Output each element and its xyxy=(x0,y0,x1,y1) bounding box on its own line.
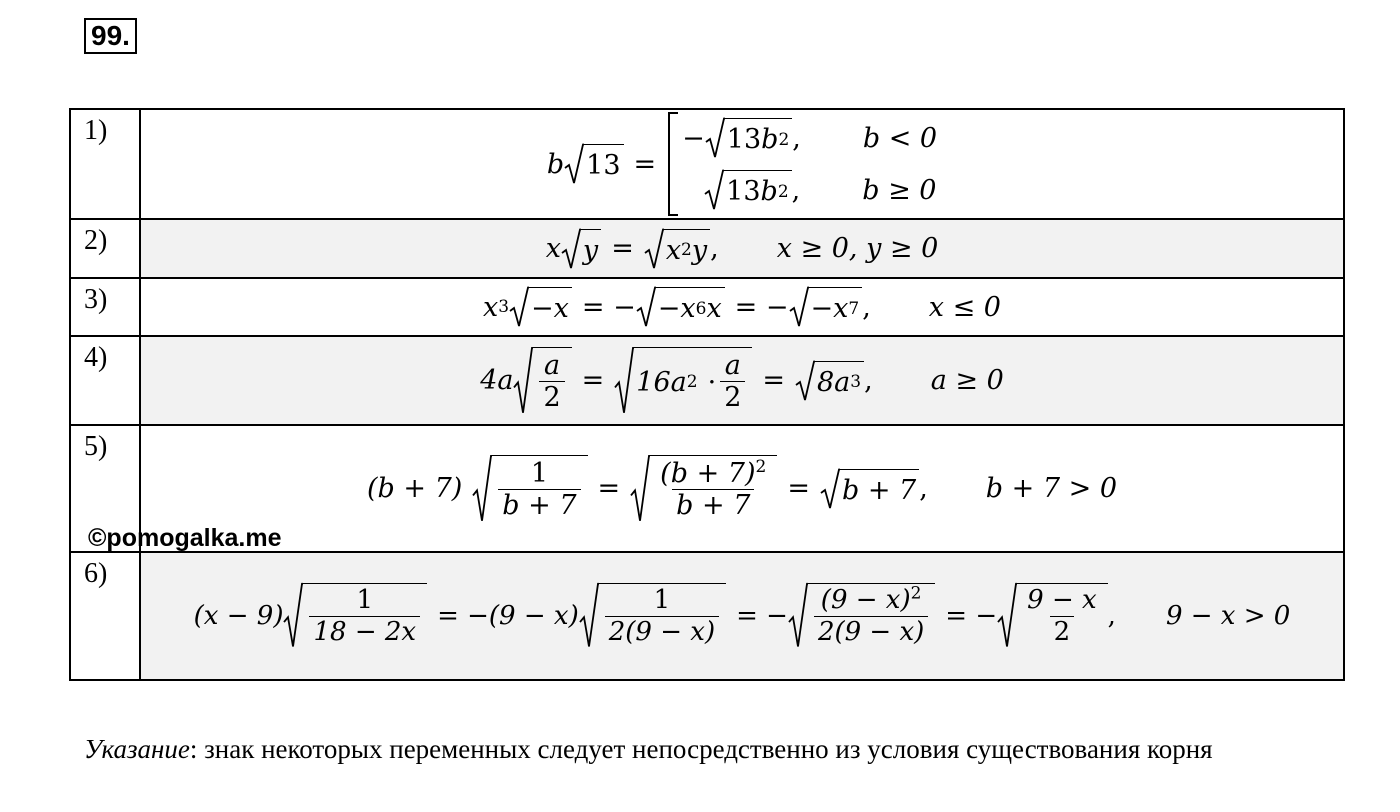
row-number-cell xyxy=(70,278,140,336)
hint-text: : знак некоторых переменных следует непосредственно из условия существования корня xyxy=(189,734,1213,764)
formula-cell xyxy=(140,109,1344,219)
formula-cell xyxy=(140,425,1344,552)
answers-table xyxy=(69,108,1345,681)
formula-cell xyxy=(140,219,1344,278)
formula-cell xyxy=(140,552,1344,680)
table-row xyxy=(70,109,1344,219)
row-number: 5) xyxy=(84,431,108,462)
formula-5: (b + 7) $\frac{1}{b + 7}$ = $\frac{(b + 7)^2}{b + 7}$ = b + 7 , b + 7 > 0 xyxy=(366,456,1118,521)
formula-cell xyxy=(140,278,1344,336)
hint-label: Указание xyxy=(84,734,190,764)
table-row xyxy=(70,219,1344,278)
watermark: ©pomogalka.me xyxy=(88,524,282,552)
hint-paragraph xyxy=(84,728,1314,770)
table-row xyxy=(70,552,1344,680)
row-number: 3) xyxy=(84,284,108,315)
row-number-cell xyxy=(70,336,140,425)
formula-4: 4a $\frac{a}{2}$ = 16a 2 · $\frac{a}{2}$ = 8a 3 , a ≥ 0 xyxy=(480,347,1004,414)
row-number-cell xyxy=(70,552,140,680)
row-number-cell xyxy=(70,109,140,219)
row-number: 6) xyxy=(84,558,108,589)
table-row xyxy=(70,336,1344,425)
table-row xyxy=(70,278,1344,336)
formula-6: (x − 9) $\frac{1}{18 - 2x}$ = −(9 − x) $\frac{1}{2(9 - x)}$ = − $\frac{(9 - x)^2}{2(9 - x)}$ = − $\frac{9 - x}{2}$ , 9 − x > 0 xyxy=(193,583,1291,648)
formula-cell xyxy=(140,336,1344,425)
formula-3: x 3 −x = − −x 6 x = − −x 7 , x ≤ 0 xyxy=(483,287,1001,327)
row-number: 1) xyxy=(84,115,108,146)
row-number: 4) xyxy=(84,342,108,373)
problem-number: 99. xyxy=(84,18,137,54)
formula-1: b 13 = − 13 b 2 , b < 0 13 b 2 , b ≥ 0 xyxy=(547,112,937,216)
formula-2: x y = x 2 y , x ≥ 0, y ≥ 0 xyxy=(546,229,939,269)
row-number: 2) xyxy=(84,225,108,256)
row-number-cell xyxy=(70,219,140,278)
